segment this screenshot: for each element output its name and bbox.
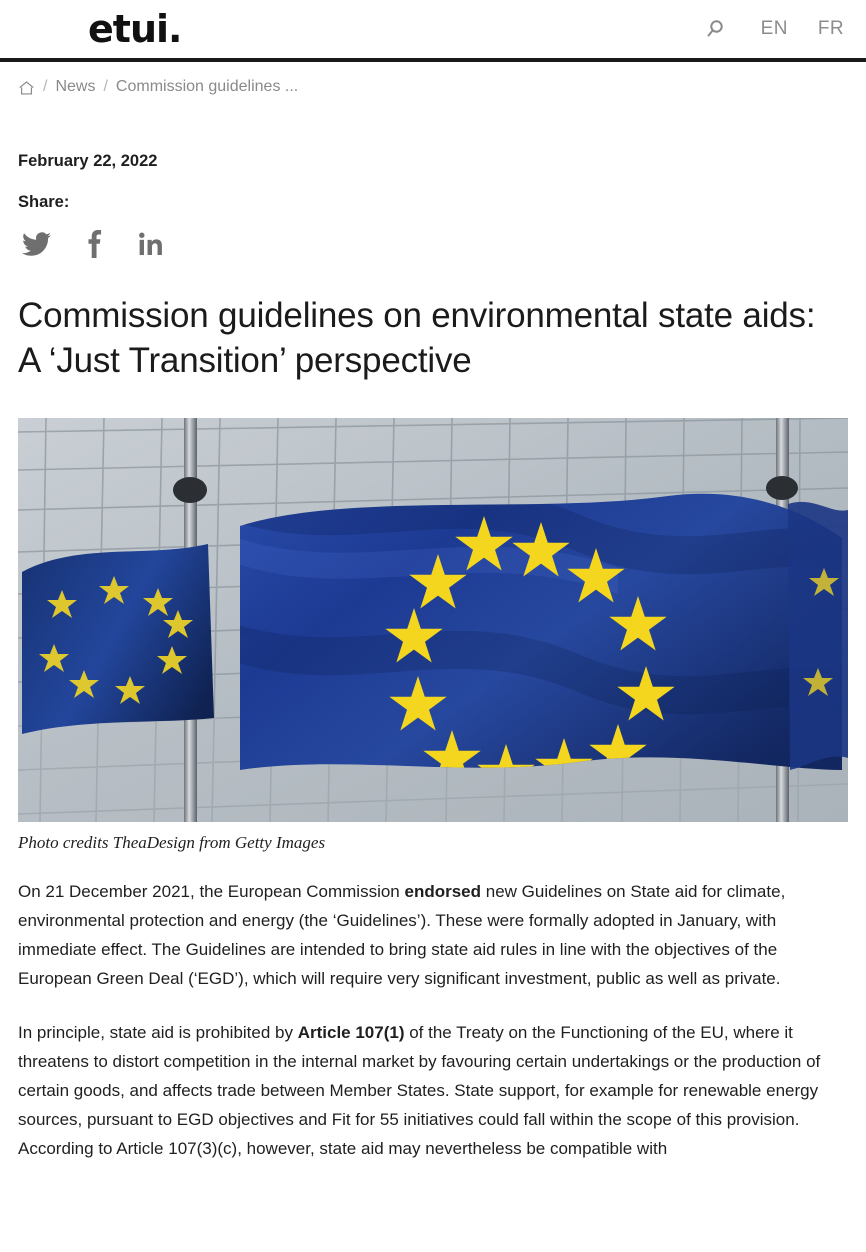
article-hero-image bbox=[18, 418, 848, 822]
breadcrumb-item-current: Commission guidelines ... bbox=[115, 78, 299, 95]
image-credits: Photo credits TheaDesign from Getty Images bbox=[18, 832, 326, 852]
lang-fr[interactable]: FR bbox=[817, 18, 844, 39]
facebook-icon[interactable] bbox=[87, 230, 103, 258]
share-links bbox=[18, 230, 848, 258]
para1-run3: new Guidelines on State aid for climate, environmental protection and energy (the ‘Guidelines’). These were formally adopted in January, with immediate effect. The Guidelines are intended to bring state aid rules in line with the objectives of the European Green Deal (‘EGD’), which will require very significant investment, public as well as private. bbox=[18, 881, 786, 989]
search-icon[interactable] bbox=[705, 16, 731, 42]
breadcrumb-separator-2: / bbox=[103, 78, 108, 95]
header-actions bbox=[705, 16, 844, 42]
breadcrumb-separator-1: / bbox=[43, 78, 48, 95]
logo-dot: . bbox=[168, 7, 182, 51]
breadcrumb-item-news[interactable]: News bbox=[55, 78, 96, 95]
article-content bbox=[0, 152, 866, 1164]
para2-run2: Article 107(1) bbox=[297, 1022, 405, 1042]
share-label: Share: bbox=[18, 193, 70, 211]
article-date: February 22, 2022 bbox=[18, 152, 158, 170]
linkedin-icon[interactable] bbox=[139, 232, 164, 256]
para2-run3: of the Treaty on the Functioning of the EU, where it threatens to distort competition in the internal market by favouring certain undertakings or the production of certain goods, and affects trade between Member States. State support, for example for renewable energy sources, pursuant to EGD objectives and Fit for 55 initiatives could fall within the scope of this provision. According to Article 107(3)(c), however, state aid may nevertheless be compatible with bbox=[18, 1022, 821, 1159]
para1-run2: endorsed bbox=[404, 881, 482, 901]
twitter-icon[interactable] bbox=[22, 232, 51, 257]
para2-run1: In principle, state aid is prohibited by bbox=[18, 1022, 298, 1042]
site-header bbox=[0, 0, 866, 62]
logo-text: etui bbox=[88, 7, 169, 51]
breadcrumb bbox=[0, 62, 866, 96]
article-paragraph-1 bbox=[18, 877, 846, 994]
article-paragraph-2 bbox=[18, 1018, 846, 1164]
site-logo[interactable] bbox=[88, 7, 182, 51]
lang-en[interactable]: EN bbox=[760, 18, 788, 39]
page-title: Commission guidelines on environmental state aids: A ‘Just Transition’ perspective bbox=[18, 296, 816, 380]
home-icon[interactable] bbox=[18, 80, 35, 96]
para1-run1: On 21 December 2021, the European Commission bbox=[18, 881, 405, 901]
